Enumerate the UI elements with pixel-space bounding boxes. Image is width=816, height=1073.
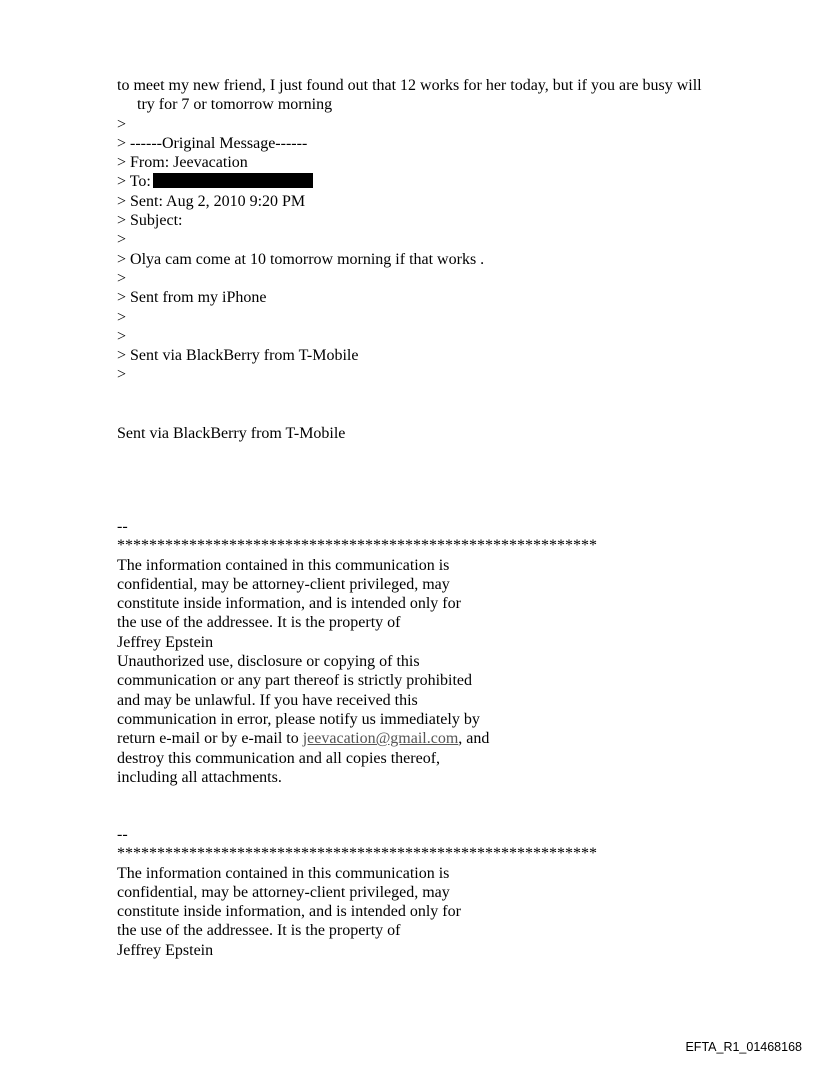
disclaimer-line: constitute inside information, and is intended only for [117,595,461,613]
disclaimer-line: Jeffrey Epstein [117,941,214,959]
disclaimer-line: The information contained in this communication is [117,864,450,882]
disclaimer-line: and may be unlawful. If you have received this [117,691,418,709]
disclaimer-line: communication or any part thereof is strictly prohibited [117,672,473,690]
disclaimer-2 [117,825,597,960]
email-link[interactable]: jeevacation@gmail.com [302,730,459,748]
disclaimer-line: the use of the addressee. It is the property of [117,922,401,940]
to-line [117,172,702,191]
sent-line: > Sent: Aug 2, 2010 9:20 PM [117,192,306,210]
signature [117,424,345,443]
quote-line: > [117,308,127,326]
separator-stars: ************************************************************ [117,845,597,863]
disclaimer-line: confidential, may be attorney-client privileged, may [117,575,450,593]
disclaimer-line: destroy this communication and all copies thereof, [117,749,441,767]
to-label: > To: [117,173,151,191]
disclaimer-line: constitute inside information, and is intended only for [117,903,461,921]
separator-stars: ************************************************************ [117,537,597,555]
from-line: > From: Jeevacation [117,154,248,172]
reply-line: try for 7 or tomorrow morning [137,96,333,114]
disclaimer-1 [117,517,597,787]
disclaimer-line: communication in error, please notify us immediately by [117,710,480,728]
quote-line: > [117,269,127,287]
original-message-header: > ------Original Message------ [117,134,308,152]
email-thread [117,76,702,385]
quote-line: > [117,231,127,249]
reply-line: to meet my new friend, I just found out that 12 works for her today, but if you are busy will [117,77,702,94]
quoted-signature: > Sent via BlackBerry from T-Mobile [117,347,359,365]
quote-line: > [117,366,127,384]
disclaimer-line: The information contained in this communication is [117,556,450,574]
return-suffix: , and [458,730,490,748]
redaction-box [153,173,313,188]
separator-dashes: -- [117,826,128,843]
disclaimer-line: Jeffrey Epstein [117,633,214,651]
subject-line: > Subject: [117,212,183,230]
disclaimer-line: Unauthorized use, disclosure or copying of this [117,653,420,671]
quote-line: > [117,327,127,345]
document-id: EFTA_R1_01468168 [685,1040,802,1054]
disclaimer-line [117,729,597,748]
disclaimer-line: confidential, may be attorney-client privileged, may [117,883,450,901]
return-text: return e-mail or by e-mail to [117,730,303,748]
quoted-signature: > Sent from my iPhone [117,289,267,307]
separator-dashes: -- [117,518,128,535]
signature-text: Sent via BlackBerry from T-Mobile [117,425,346,442]
quote-line: > [117,115,127,133]
disclaimer-line: the use of the addressee. It is the property of [117,614,401,632]
quoted-body: > Olya cam come at 10 tomorrow morning if that works . [117,250,485,268]
disclaimer-line: including all attachments. [117,768,282,786]
